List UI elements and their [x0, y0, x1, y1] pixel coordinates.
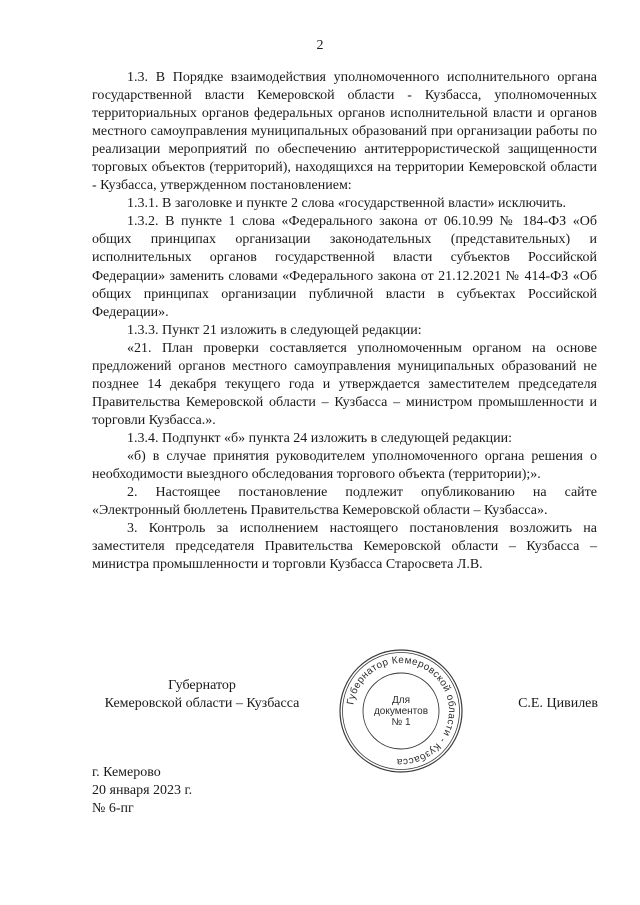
- signatory-name: С.Е. Цивилев: [518, 696, 598, 711]
- svg-text:Губернатор Кемеровской области: [345, 655, 457, 767]
- seal-center: [338, 648, 464, 774]
- signatory-title-line2: Кемеровской области – Кузбасса: [104, 696, 300, 711]
- seal-center-line2: документов: [373, 705, 429, 717]
- official-seal: [338, 648, 464, 774]
- paragraph-1-3-2: 1.3.2. В пункте 1 слова «Федерального закона от 06.10.99 № 184-ФЗ «Об общих принципах организации законодательных (представительных) и исполнительных органов государственной власти субъектов Российской Федерации» заменить словами «Федерального закона от 21.12.2021 № 414-ФЗ «Об общих принципах организации публичной власти в субъектах Российской Федерации».: [92, 214, 597, 320]
- seal-center-line3: № 1: [391, 716, 411, 728]
- footer-date: 20 января 2023 г.: [92, 783, 193, 798]
- page-number: 2: [316, 38, 324, 53]
- document-footer: [92, 764, 292, 818]
- paragraph-1-3-3: 1.3.3. Пункт 21 изложить в следующей редакции:: [127, 322, 422, 338]
- seal-graphic: [338, 648, 464, 774]
- paragraph-1-3: 1.3. В Порядке взаимодействия уполномоченного исполнительного органа государственной власти Кемеровской области - Кузбасса, уполномоченных территориальных органов федеральных органов исполнительной власти и органов местного самоуправления муниципальных образований при организации работы по реализации мероприятий по обеспечению антитеррористической защищенности торговых объектов (территорий), находящихся на территории Кемеровской области - Кузбасса, утвержденном постановлением:: [92, 70, 597, 194]
- seal-center-line1: Для: [391, 694, 411, 706]
- document-body: [92, 69, 597, 574]
- seal-ring-text: Губернатор Кемеровской области - Кузбасса: [345, 654, 458, 768]
- paragraph-1-3-1: 1.3.1. В заголовке и пункте 2 слова «государственной власти» исключить.: [127, 196, 567, 212]
- paragraph-quote-b: «б) в случае принятия руководителем уполномоченного органа решения о необходимости выездного обследования торгового объекта (территории);».: [92, 448, 597, 483]
- footer-number: № 6-пг: [92, 801, 134, 816]
- paragraph-2: 2. Настоящее постановление подлежит опубликованию на сайте «Электронный бюллетень Правительства Кемеровской области – Кузбасса».: [92, 485, 597, 519]
- footer-city: г. Кемерово: [92, 765, 161, 780]
- signatory-title-line1: Губернатор: [168, 678, 236, 693]
- paragraph-3: 3. Контроль за исполнением настоящего постановления возложить на заместителя председателя Правительства Кемеровской области – Кузбасса – министра промышленности и торговли Кузбасса Старосвета Л.В.: [92, 521, 597, 573]
- paragraph-quote-21: «21. План проверки составляется уполномоченным органом на основе предложений органов местного самоуправления муниципальных образований не позднее 14 декабря текущего года и утверждается заместителем председателя Правительства Кемеровской области – Кузбасса – министром промышленности и торговли Кузбасса.».: [92, 340, 597, 428]
- paragraph-1-3-4: 1.3.4. Подпункт «б» пункта 24 изложить в следующей редакции:: [127, 430, 513, 446]
